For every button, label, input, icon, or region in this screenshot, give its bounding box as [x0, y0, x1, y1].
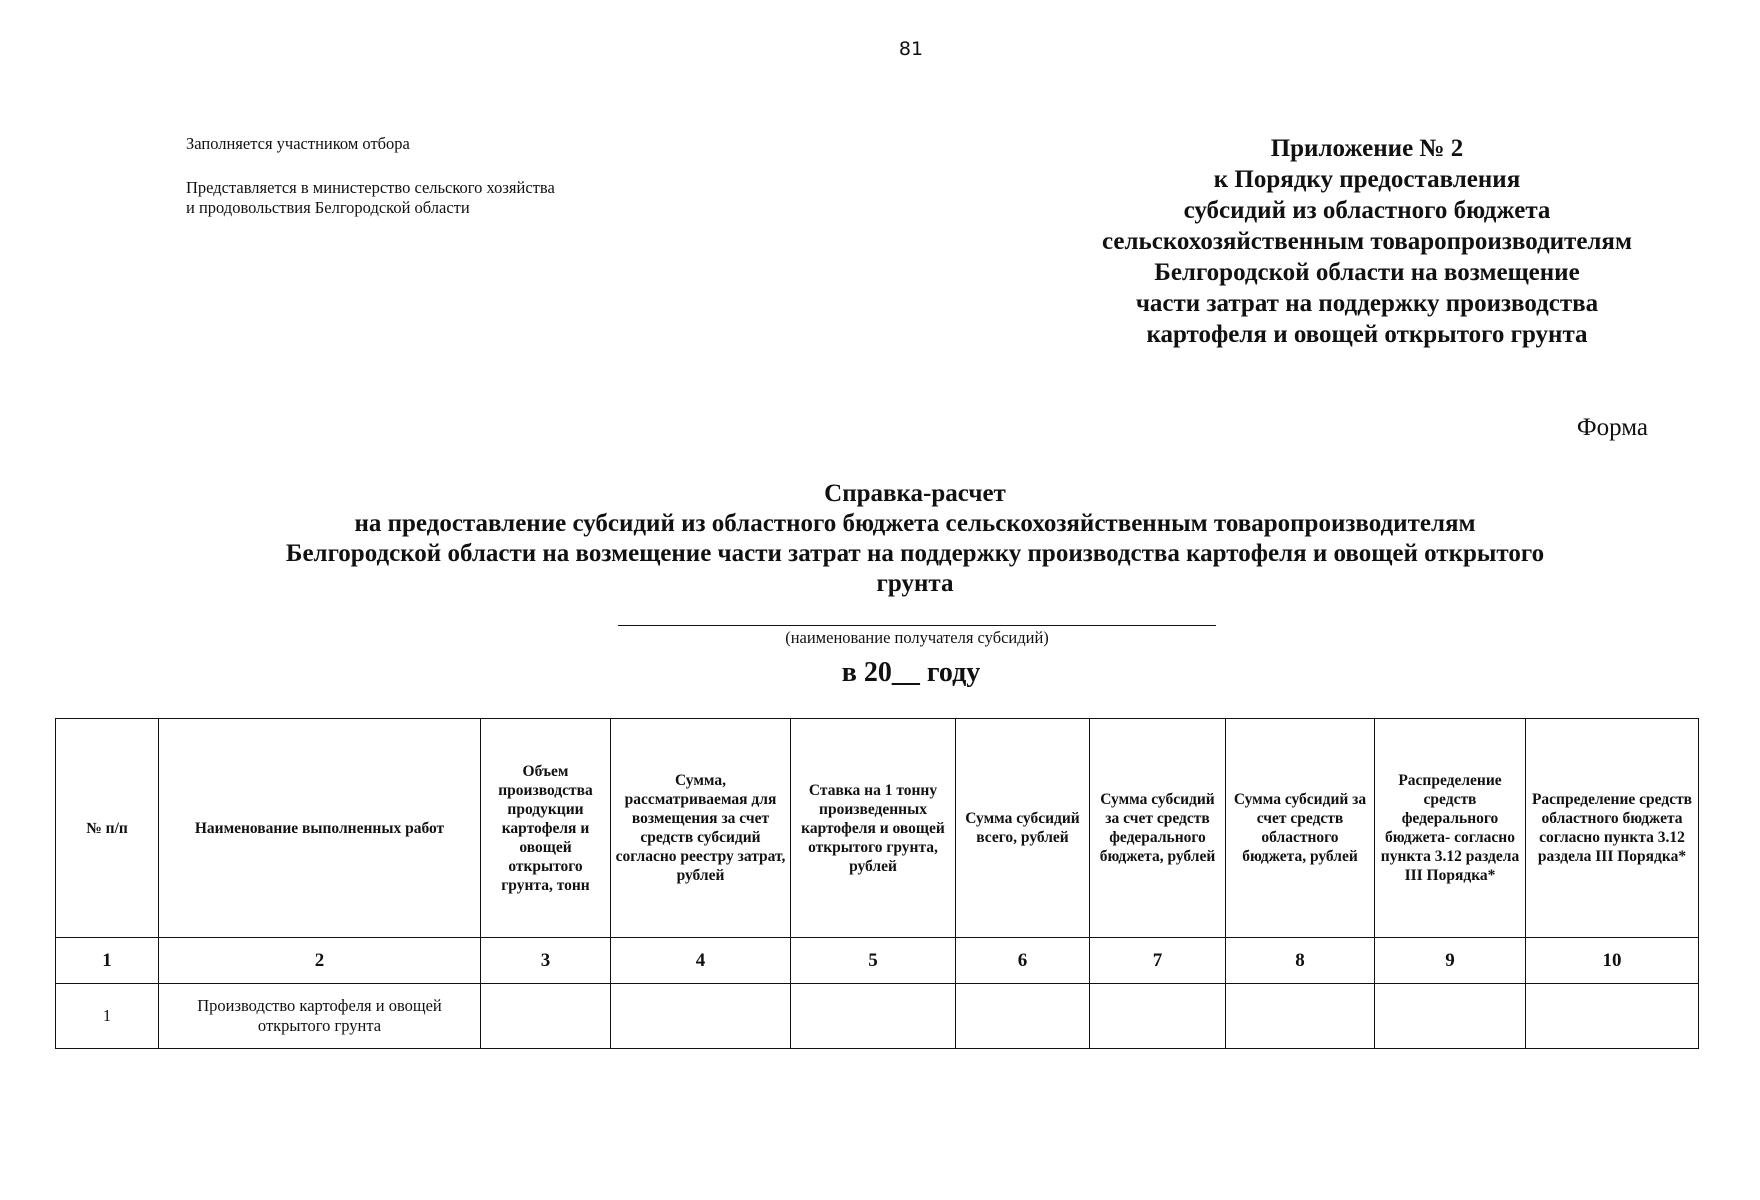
appendix-line: сельскохозяйственным товаропроизводителям — [1101, 228, 1632, 255]
page-number: 81 — [898, 38, 924, 60]
appendix-line: Белгородской области на возмещение — [1154, 259, 1580, 286]
column-number-cell: 10 — [1526, 938, 1699, 984]
subsidy-calculation-table — [55, 718, 1699, 1049]
column-number-cell: 4 — [611, 938, 791, 984]
table-cell — [611, 984, 791, 1049]
title-line: на предоставление субсидий из областного бюджета сельскохозяйственным товаропроизводителям — [354, 510, 1476, 537]
column-number-cell: 7 — [1090, 938, 1226, 984]
header-cell: Ставка на 1 тонну произведенных картофеля и овощей открытого грунта, рублей — [791, 719, 956, 938]
column-number-cell: 3 — [481, 938, 611, 984]
table-row — [56, 984, 1699, 1049]
header-cell: № п/п — [56, 719, 159, 938]
column-number-cell: 5 — [791, 938, 956, 984]
table-cell: Производство картофеля и овощей открытого грунта — [159, 984, 481, 1049]
appendix-line: части затрат на поддержку производства — [1135, 290, 1599, 317]
column-number-cell: 2 — [159, 938, 481, 984]
header-cell: Сумма субсидий за счет средств областного бюджета, рублей — [1226, 719, 1375, 938]
submitted-to-line-2: и продовольствия Белгородской области — [186, 198, 470, 217]
title-line: Справка-расчет — [824, 480, 1006, 507]
header-cell: Объем производства продукции картофеля и овощей открытого грунта, тонн — [481, 719, 611, 938]
column-number-row — [56, 938, 1699, 984]
filled-by-note: Заполняется участником отбора — [186, 134, 410, 153]
table-cell — [1375, 984, 1526, 1049]
table-cell — [791, 984, 956, 1049]
table-cell — [481, 984, 611, 1049]
column-number-cell: 1 — [56, 938, 159, 984]
document-title — [190, 479, 1640, 599]
column-number-cell: 6 — [956, 938, 1090, 984]
header-cell: Распределение средств федерального бюджета- согласно пункта 3.12 раздела III Порядка* — [1375, 719, 1526, 938]
appendix-line: Приложение № 2 — [1270, 135, 1464, 162]
appendix-line: картофеля и овощей открытого грунта — [1146, 321, 1588, 348]
appendix-line: к Порядку предоставления — [1213, 166, 1521, 193]
table-cell: 1 — [56, 984, 159, 1049]
title-line: Белгородской области на возмещение части затрат на поддержку производства картофеля и овощей открытого — [285, 540, 1545, 567]
submitted-to-note — [186, 178, 555, 218]
header-row — [56, 719, 1699, 938]
title-line: грунта — [876, 570, 954, 597]
table-cell — [1090, 984, 1226, 1049]
header-cell: Наименование выполненных работ — [159, 719, 481, 938]
recipient-name-line — [618, 625, 1216, 626]
column-number-cell: 9 — [1375, 938, 1526, 984]
year-line: в 20__ году — [841, 657, 981, 688]
header-cell: Сумма, рассматриваемая для возмещения за счет средств субсидий согласно реестру затрат, рублей — [611, 719, 791, 938]
table-cell — [1226, 984, 1375, 1049]
table-cell — [1526, 984, 1699, 1049]
header-cell: Сумма субсидий всего, рублей — [956, 719, 1090, 938]
appendix-block — [1010, 133, 1724, 350]
recipient-caption: (наименование получателя субсидий) — [785, 628, 1049, 647]
appendix-line: субсидий из областного бюджета — [1183, 197, 1551, 224]
column-number-cell: 8 — [1226, 938, 1375, 984]
submitted-to-line-1: Представляется в министерство сельского хозяйства — [186, 178, 555, 197]
form-label: Форма — [1576, 414, 1648, 441]
table-cell — [956, 984, 1090, 1049]
header-cell: Распределение средств областного бюджета согласно пункта 3.12 раздела III Порядка* — [1526, 719, 1699, 938]
header-cell: Сумма субсидий за счет средств федерального бюджета, рублей — [1090, 719, 1226, 938]
